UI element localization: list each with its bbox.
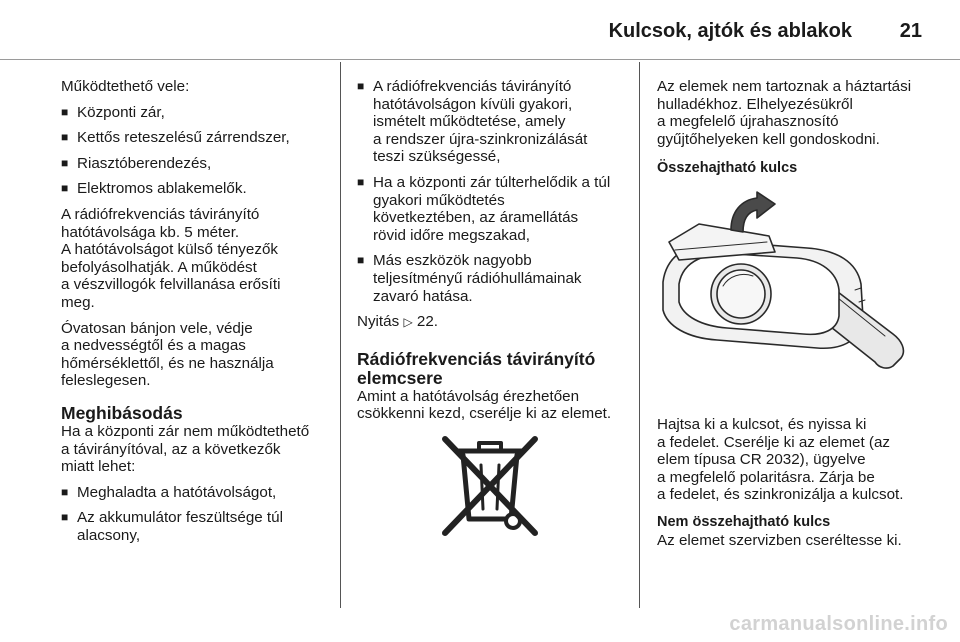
header-rule: [0, 59, 960, 60]
reference-arrow-icon: ▷: [403, 315, 413, 330]
column-divider-2: [639, 62, 640, 608]
list-item: ■ Ha a központi zár túlterhelődik a túl gyakori működtetés következtében, az áramellátás rövid időre megszakad,: [357, 174, 635, 244]
list-item: ■ Kettős reteszelésű zárrendszer,: [61, 129, 333, 147]
list-item: ■ Központi zár,: [61, 104, 333, 122]
battery-paragraph: Amint a hatótávolság érezhetően csökkenni kezd, cserélje ki az elemet.: [357, 387, 612, 423]
list-item: ■ A rádiófrekvenciás távirányító hatótávolságon kívüli gyakori, ismételt működtetése, amely a rendszer újra-szinkronizálását teszi szükségessé,: [357, 78, 635, 166]
range-paragraph: A rádiófrekvenciás távirányító hatótávolsága kb. 5 méter. A hatótávolságot külső tényezők befolyásolhatják. A működést a vészvillogók felvillanása erősíti meg.: [61, 205, 281, 311]
chapter-title: Kulcsok, ajtók és ablakok: [608, 20, 852, 42]
column-3: [657, 78, 955, 557]
nonfoldable-key-heading: Nem összehajtható kulcs: [657, 513, 831, 530]
reference-link[interactable]: 22.: [416, 313, 439, 331]
crossed-bin-icon: [429, 431, 549, 541]
column-1: [61, 78, 333, 552]
column-2: [357, 78, 635, 541]
function-list: [61, 104, 333, 198]
list-item: ■ Más eszközök nagyobb teljesítményű rádióhullámainak zavaró hatása.: [357, 252, 635, 305]
watermark-logo: carmanualsonline.info: [729, 613, 948, 635]
cause-list: [357, 78, 635, 305]
intro-text: Működtethető vele:: [61, 78, 190, 95]
opening-reference: Nyitás ▷ 22.: [357, 313, 439, 331]
fault-list: [61, 484, 333, 545]
key-battery-illustration: [657, 190, 919, 402]
list-item: ■ Meghaladta a hatótávolságot,: [61, 484, 333, 502]
foldable-key-heading: Összehajtható kulcs: [657, 160, 798, 177]
care-paragraph: Óvatosan bánjon vele, védje a nedvességtől és a magas hőmérséklettől, és ne használja feleslegesen.: [61, 319, 274, 390]
page-number: 21: [899, 20, 922, 42]
page-header: [0, 0, 960, 60]
disposal-paragraph: Az elemek nem tartoznak a háztartási hulladékhoz. Elhelyezésükről a megfelelő újrahasznosító gyűjtőhelyeken kell gondoskodni.: [657, 78, 912, 148]
list-item: ■ Az akkumulátor feszültsége túl alacsony,: [61, 509, 333, 544]
foldable-instructions: Hajtsa ki a kulcsot, és nyissa ki a fedelet. Cserélje ki az elemet (az elem típusa CR 2032), ügyelve a megfelelő polaritásra. Zárja be a fedelet, és szinkronizálja a kulcsot.: [657, 415, 904, 504]
nonfoldable-instructions: Az elemet szervizben cseréltesse ki.: [657, 531, 902, 549]
battery-heading: Rádiófrekvenciás távirányító elemcsere: [357, 348, 596, 388]
fault-heading: Meghibásodás: [61, 402, 183, 423]
fault-paragraph: Ha a központi zár nem működtethető a távirányítóval, az a következők miatt lehet:: [61, 422, 310, 476]
column-divider-1: [340, 62, 341, 608]
list-item: ■ Elektromos ablakemelők.: [61, 180, 333, 198]
list-item: ■ Riasztóberendezés,: [61, 155, 333, 173]
